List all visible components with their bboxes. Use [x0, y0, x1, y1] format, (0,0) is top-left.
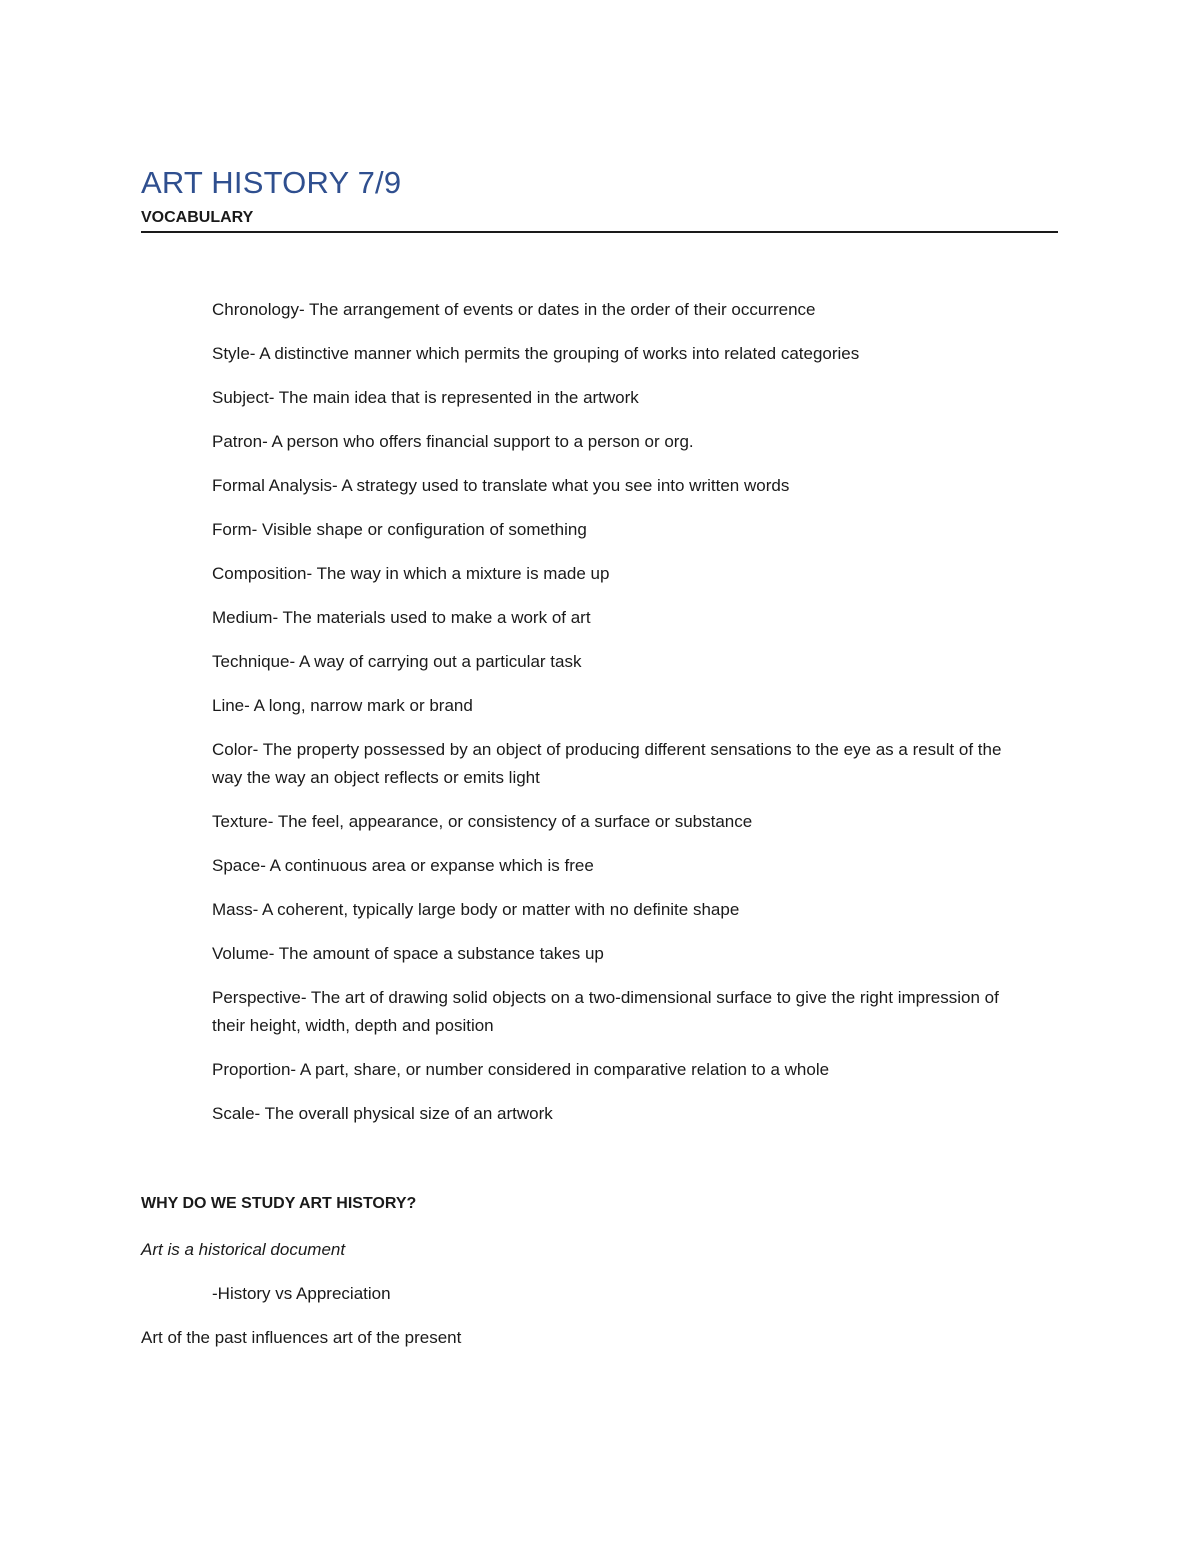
vocab-term-patron: Patron- A person who offers financial support to a person or org. — [212, 432, 694, 451]
title-underline-divider — [141, 231, 1058, 233]
why-point-past-influences-present: Art of the past influences art of the present — [141, 1328, 462, 1347]
vocab-term-color: Color- The property possessed by an object of producing different sensations to the eye as a result of the way the way an object reflects or emits light — [212, 740, 1002, 787]
vocab-term-perspective: Perspective- The art of drawing solid objects on a two-dimensional surface to give the right impression of their height, width, depth and position — [212, 988, 999, 1035]
vocab-term-texture: Texture- The feel, appearance, or consistency of a surface or substance — [212, 812, 753, 831]
vocab-term-medium: Medium- The materials used to make a work of art — [212, 608, 591, 627]
vocab-term-mass: Mass- A coherent, typically large body or matter with no definite shape — [212, 900, 740, 919]
vocab-term-formal-analysis: Formal Analysis- A strategy used to translate what you see into written words — [212, 476, 790, 495]
why-point-historical-document: Art is a historical document — [141, 1240, 346, 1259]
vocab-term-volume: Volume- The amount of space a substance takes up — [212, 944, 604, 963]
why-study-heading: WHY DO WE STUDY ART HISTORY? — [141, 1195, 417, 1212]
vocab-term-form: Form- Visible shape or configuration of something — [212, 520, 587, 539]
vocab-term-scale: Scale- The overall physical size of an artwork — [212, 1104, 553, 1123]
document-subtitle: VOCABULARY — [141, 209, 254, 226]
why-subpoint-history-vs-appreciation: -History vs Appreciation — [212, 1284, 391, 1303]
vocab-term-style: Style- A distinctive manner which permits the grouping of works into related categories — [212, 344, 860, 363]
document-title: ART HISTORY 7/9 — [141, 165, 402, 200]
vocab-term-chronology: Chronology- The arrangement of events or dates in the order of their occurrence — [212, 300, 816, 319]
vocabulary-list — [212, 296, 1032, 1144]
vocab-term-subject: Subject- The main idea that is represented in the artwork — [212, 388, 639, 407]
vocab-term-space: Space- A continuous area or expanse which is free — [212, 856, 594, 875]
vocab-term-technique: Technique- A way of carrying out a particular task — [212, 652, 582, 671]
vocab-term-line: Line- A long, narrow mark or brand — [212, 696, 473, 715]
vocab-term-proportion: Proportion- A part, share, or number considered in comparative relation to a whole — [212, 1060, 830, 1079]
vocab-term-composition: Composition- The way in which a mixture is made up — [212, 564, 610, 583]
